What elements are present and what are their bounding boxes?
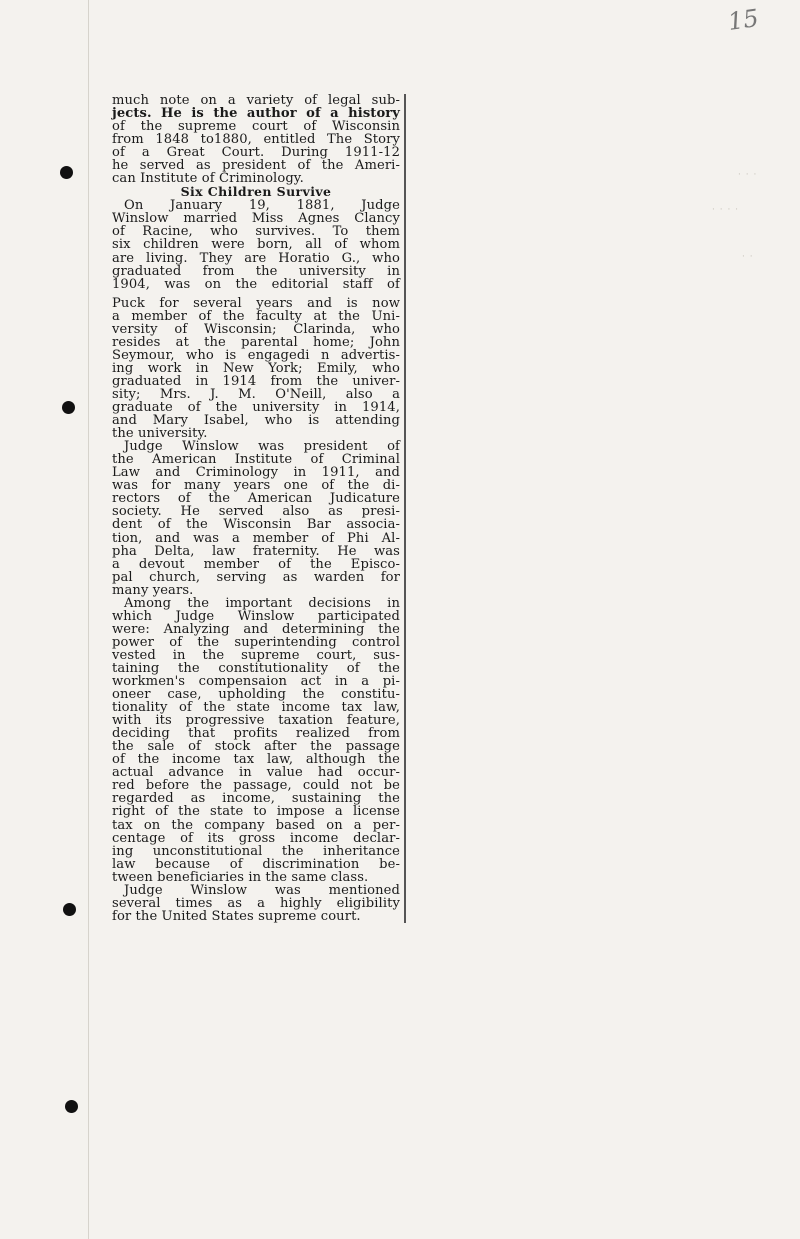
newspaper-clipping (112, 94, 406, 923)
text-line: workmen's compensaion act in a pi- (112, 674, 400, 690)
text-line: resides at the parental home; John (112, 334, 400, 350)
text-line: a member of the faculty at the Uni- (112, 308, 400, 324)
text-line: right of the state to impose a license (112, 804, 400, 820)
text-line: of the income tax law, although the (112, 752, 400, 768)
text-line: can Institute of Criminology. (112, 171, 304, 187)
intro-paragraph (112, 94, 400, 185)
text-line: Winslow married Miss Agnes Clancy (112, 211, 400, 227)
text-line: ing work in New York; Emily, who (112, 360, 400, 376)
text-line: Puck for several years and is now (112, 295, 400, 311)
text-line: taining the constitutionality of the (112, 660, 400, 676)
text-line: Among the important decisions in (124, 595, 400, 611)
text-line: of Racine, who survives. To them (112, 224, 400, 240)
text-line: deciding that profits realized from (112, 726, 400, 742)
text-line: Seymour, who is engagedi n advertis- (112, 347, 400, 363)
text-line: much note on a variety of legal sub- (112, 93, 400, 108)
text-line: red before the passage, could not be (112, 778, 400, 794)
text-line: oneer case, upholding the constitu- (112, 687, 400, 703)
text-line: vested in the supreme court, sus- (112, 647, 400, 663)
text-line: a devout member of the Episco- (112, 556, 400, 572)
text-line: regarded as income, sustaining the (112, 791, 400, 807)
faint-margin-mark: · · · (738, 170, 758, 180)
text-line: centage of its gross income declar- (112, 830, 400, 846)
text-line: society. He served also as presi- (112, 504, 400, 520)
text-line: jects. He is the author of a history (112, 106, 400, 122)
text-line: several times as a highly eligibility (112, 895, 400, 911)
text-line: the university. (112, 426, 208, 442)
text-line: many years. (112, 582, 194, 598)
faint-margin-mark: · · · · (712, 205, 740, 215)
text-line: 1904, was on the editorial staff of (112, 276, 400, 292)
text-line: versity of Wisconsin; Clarinda, who (112, 321, 400, 337)
text-line: for the United States supreme court. (112, 908, 361, 924)
text-line: actual advance in value had occur- (112, 765, 400, 781)
faint-margin-mark: · · (742, 252, 754, 262)
text-line: graduated from the university in (112, 263, 400, 279)
text-line: with its progressive taxation feature, (112, 713, 400, 729)
text-line: power of the superintending control (112, 634, 400, 650)
text-line: rectors of the American Judicature (112, 491, 400, 507)
handwritten-page-number: 15 (726, 4, 761, 36)
text-line: tax on the company based on a per- (112, 817, 400, 833)
text-line: On January 19, 1881, Judge (124, 198, 400, 214)
body-text (112, 199, 400, 923)
punch-hole-2 (62, 401, 75, 414)
text-line: pal church, serving as warden for (112, 569, 400, 585)
text-line: tween beneficiaries in the same class. (112, 869, 369, 885)
text-line: Judge Winslow was mentioned (124, 882, 400, 898)
text-line: tion, and was a member of Phi Al- (112, 530, 400, 546)
text-line: was for many years one of the di- (112, 478, 400, 494)
text-line: graduated in 1914 from the univer- (112, 373, 400, 389)
text-line: the sale of stock after the passage (112, 739, 400, 755)
text-line: he served as president of the Ameri- (112, 158, 400, 174)
text-line: ing unconstitutional the inheritance (112, 843, 400, 859)
text-line: dent of the Wisconsin Bar associa- (112, 517, 400, 533)
text-line: graduate of the university in 1914, (112, 400, 400, 416)
punch-hole-4 (65, 1100, 78, 1113)
text-line: pha Delta, law fraternity. He was (112, 543, 400, 559)
text-line: were: Analyzing and determining the (112, 621, 400, 637)
subheading: Six Children Survive (180, 184, 332, 200)
text-line: of the supreme court of Wisconsin (112, 119, 400, 135)
text-line: sity; Mrs. J. M. O'Neill, also a (112, 386, 400, 402)
text-line: law because of discrimination be- (112, 856, 400, 872)
text-line: tionality of the state income tax law, (112, 700, 400, 716)
text-line: Judge Winslow was president of (124, 439, 400, 455)
text-line: from 1848 to1880, entitled The Story (112, 132, 400, 148)
text-line: the American Institute of Criminal (112, 452, 400, 468)
page-edge-line (88, 0, 89, 1239)
text-line: six children were born, all of whom (112, 237, 400, 253)
text-line: are living. They are Horatio G., who (112, 250, 400, 266)
text-line: of a Great Court. During 1911-12 (112, 145, 400, 161)
text-line: and Mary Isabel, who is attending (112, 413, 400, 429)
text-line: Law and Criminology in 1911, and (112, 465, 400, 481)
text-line: which Judge Winslow participated (112, 608, 400, 624)
punch-hole-3 (63, 903, 76, 916)
punch-hole-1 (60, 166, 73, 179)
